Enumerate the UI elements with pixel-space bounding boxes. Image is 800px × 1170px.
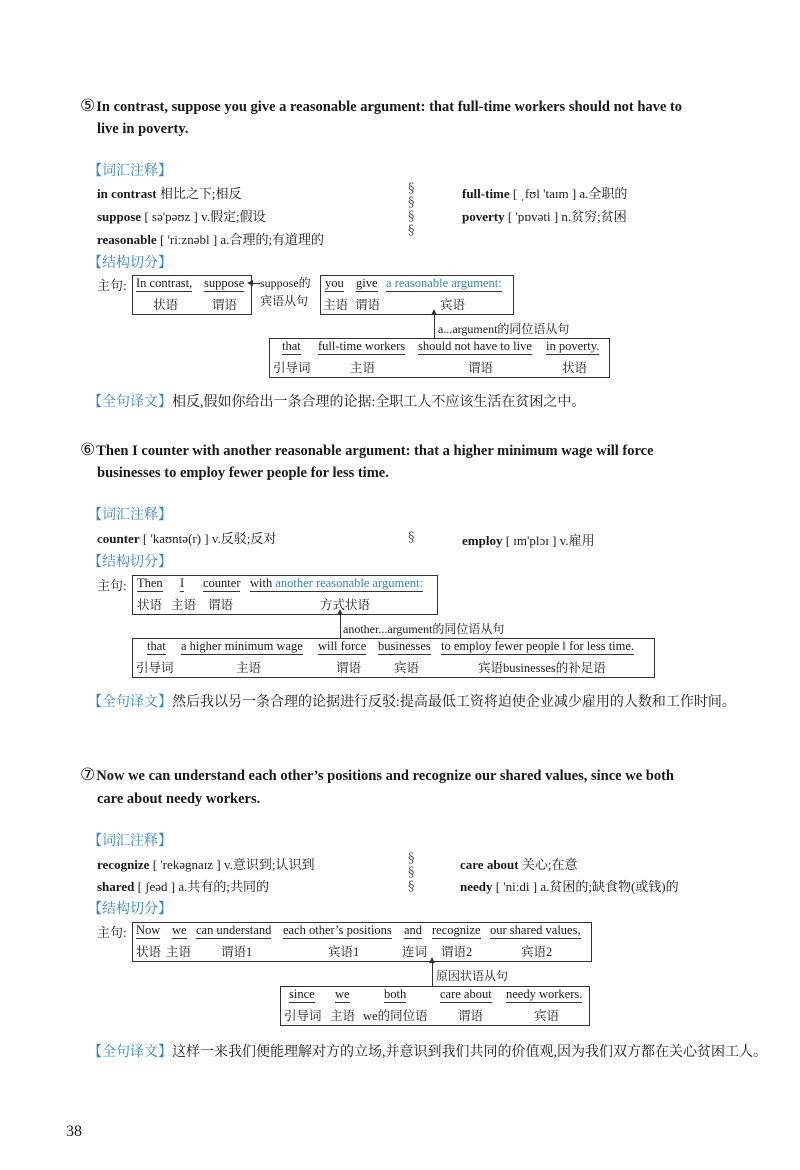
sentence-text: Then I counter with another reasonable argument: that a higher minimum wage will force bbox=[96, 443, 654, 459]
grammar-label: we的同位语 bbox=[363, 1009, 428, 1023]
word: care about bbox=[440, 987, 492, 1001]
grammar-label: 宾语 bbox=[440, 298, 466, 312]
sentence-5-line1 bbox=[80, 94, 682, 119]
vocab-item: recognize [ 'rekəgnaɪz ] v.意识到;认识到 bbox=[97, 857, 315, 872]
sentence-text: In contrast, suppose you give a reasonable argument: that full-time workers should not have to bbox=[96, 99, 683, 115]
word: a higher minimum wage bbox=[181, 639, 303, 653]
vocab-item: counter [ 'kaʊntə(r) ] v.反驳;反对 bbox=[97, 531, 277, 546]
grammar-label: 引导词 bbox=[136, 661, 174, 675]
grammar-label: 谓语 bbox=[355, 298, 381, 312]
word: to employ fewer people ‖ for less time. bbox=[441, 639, 635, 653]
grammar-label: 宾语businesses的补足语 bbox=[478, 661, 606, 675]
vocab-heading: 【词汇注释】 bbox=[88, 507, 172, 523]
word: you bbox=[325, 276, 344, 290]
vocab-item: suppose [ sə'pəʊz ] v.假定;假设 bbox=[97, 209, 266, 224]
arrow bbox=[340, 614, 341, 638]
word: Now bbox=[136, 923, 161, 937]
vocab-item: poverty [ 'pɒvəti ] n.贫穷;贫困 bbox=[462, 209, 627, 224]
vocab-item: in contrast 相比之下;相反 bbox=[97, 186, 242, 201]
main-clause-label: 主句: bbox=[97, 278, 127, 293]
page-number: 38 bbox=[66, 1123, 82, 1140]
grammar-label: 宾语1 bbox=[328, 945, 360, 959]
grammar-label: 主语 bbox=[166, 945, 192, 959]
word: should not have to live bbox=[418, 339, 532, 353]
clause-label: 宾语从句 bbox=[260, 294, 309, 308]
main-clause-label: 主句: bbox=[97, 578, 127, 593]
grammar-label: 宾语2 bbox=[521, 945, 553, 959]
word: counter bbox=[203, 576, 241, 590]
vocab-item: reasonable [ 'riːznəbl ] a.合理的;有道理的 bbox=[97, 232, 325, 247]
translation-heading: 【全句译文】 bbox=[88, 1044, 172, 1060]
word: a reasonable argument: bbox=[386, 276, 502, 290]
word: Then bbox=[137, 576, 163, 590]
grammar-label: 引导词 bbox=[284, 1009, 322, 1023]
grammar-label: 主语 bbox=[330, 1009, 356, 1023]
grammar-label: 宾语 bbox=[534, 1009, 560, 1023]
translation bbox=[52, 690, 768, 715]
word: our shared values, bbox=[490, 923, 581, 937]
word: we bbox=[172, 923, 187, 937]
structure-heading: 【结构切分】 bbox=[88, 554, 172, 570]
sentence-text: Now we can understand each other’s positions and recognize our shared values, since we both bbox=[96, 768, 674, 784]
grammar-label: 方式状语 bbox=[320, 598, 371, 612]
grammar-label: 主语 bbox=[236, 661, 262, 675]
word: needy workers. bbox=[506, 987, 583, 1001]
vocab-item: shared [ ʃeəd ] a.共有的;共同的 bbox=[97, 879, 269, 894]
word: I bbox=[180, 576, 185, 590]
translation-heading: 【全句译文】 bbox=[88, 394, 172, 410]
translation-text: 然后我以另一条合理的论据进行反驳:提高最低工资将迫使企业减少雇用的人数和工作时间。 bbox=[172, 695, 736, 710]
word: and bbox=[404, 923, 423, 937]
vocab-heading: 【词汇注释】 bbox=[88, 833, 172, 849]
grammar-label: 谓语1 bbox=[221, 945, 253, 959]
grammar-label: 谓语 bbox=[468, 361, 494, 375]
divider-squiggle: § bbox=[408, 530, 415, 545]
word: will force bbox=[318, 639, 367, 653]
clause-label: 原因状语从句 bbox=[436, 969, 509, 983]
word: with another reasonable argument: bbox=[250, 576, 423, 590]
clause-label: a...argument的同位语从句 bbox=[438, 322, 570, 336]
vocab-item: needy [ 'niːdi ] a.贫困的;缺食物(或钱)的 bbox=[460, 879, 679, 894]
arrow bbox=[434, 314, 435, 338]
grammar-label: 谓语 bbox=[458, 1009, 484, 1023]
word: both bbox=[384, 987, 407, 1001]
sentence-number: ⑥ bbox=[80, 440, 96, 459]
structure-heading: 【结构切分】 bbox=[88, 255, 172, 271]
grammar-label: 主语 bbox=[323, 298, 349, 312]
sentence-number: ⑦ bbox=[80, 765, 96, 784]
vocab-item: employ [ ɪm'plɔɪ ] v.雇用 bbox=[462, 533, 595, 548]
word: full-time workers bbox=[318, 339, 406, 353]
translation bbox=[88, 390, 768, 415]
grammar-label: 状语 bbox=[137, 598, 163, 612]
word: suppose bbox=[204, 276, 245, 290]
translation-heading: 【全句译文】 bbox=[88, 694, 172, 710]
divider-squiggle: § § § § bbox=[408, 181, 415, 238]
clause-label: another...argument的同位语从句 bbox=[343, 622, 505, 636]
grammar-label: 状语 bbox=[562, 361, 588, 375]
word: each other’s positions bbox=[283, 923, 392, 937]
word: since bbox=[289, 987, 315, 1001]
vocab-heading: 【词汇注释】 bbox=[88, 163, 172, 179]
sentence-5-line2: live in poverty. bbox=[97, 121, 189, 137]
grammar-label: 主语 bbox=[171, 598, 197, 612]
word: that bbox=[147, 639, 166, 653]
divider-squiggle: § § § bbox=[408, 851, 415, 894]
grammar-label: 宾语 bbox=[394, 661, 420, 675]
grammar-label: 谓语 bbox=[208, 598, 234, 612]
grammar-label: 谓语 bbox=[212, 298, 238, 312]
word: give bbox=[356, 276, 378, 290]
main-clause-label: 主句: bbox=[97, 925, 127, 940]
vocab-item: full-time [ ˌfʊl 'taɪm ] a.全职的 bbox=[462, 186, 628, 201]
grammar-label: 谓语2 bbox=[441, 945, 473, 959]
grammar-label: 状语 bbox=[136, 945, 162, 959]
translation bbox=[52, 1040, 768, 1065]
sentence-6-line1 bbox=[80, 438, 654, 463]
word: we bbox=[335, 987, 350, 1001]
grammar-label: 引导词 bbox=[273, 361, 311, 375]
arrow bbox=[432, 962, 433, 986]
word: recognize bbox=[432, 923, 481, 937]
sentence-number: ⑤ bbox=[80, 96, 96, 115]
word: that bbox=[282, 339, 301, 353]
grammar-label: 主语 bbox=[350, 361, 376, 375]
sentence-7-line2: care about needy workers. bbox=[97, 791, 261, 807]
translation-text: 这样一来我们便能理解对方的立场,并意识到我们共同的价值观,因为我们双方都在关心贫困工人。 bbox=[172, 1045, 767, 1060]
grammar-label: 谓语 bbox=[336, 661, 362, 675]
word: In contrast, bbox=[136, 276, 193, 290]
grammar-label: 连词 bbox=[402, 945, 428, 959]
clause-label: suppose的 bbox=[260, 276, 311, 290]
grammar-label: 状语 bbox=[153, 298, 179, 312]
sentence-6-line2: businesses to employ fewer people for less time. bbox=[97, 465, 389, 481]
structure-heading: 【结构切分】 bbox=[88, 901, 172, 917]
sentence-7-line1 bbox=[80, 763, 674, 788]
arrow bbox=[252, 283, 260, 284]
translation-text: 相反,假如你给出一条合理的论据:全职工人不应该生活在贫困之中。 bbox=[172, 395, 586, 410]
word: in poverty. bbox=[546, 339, 600, 353]
vocab-item: care about 关心;在意 bbox=[460, 857, 578, 872]
word: can understand bbox=[196, 923, 272, 937]
word: businesses bbox=[378, 639, 431, 653]
